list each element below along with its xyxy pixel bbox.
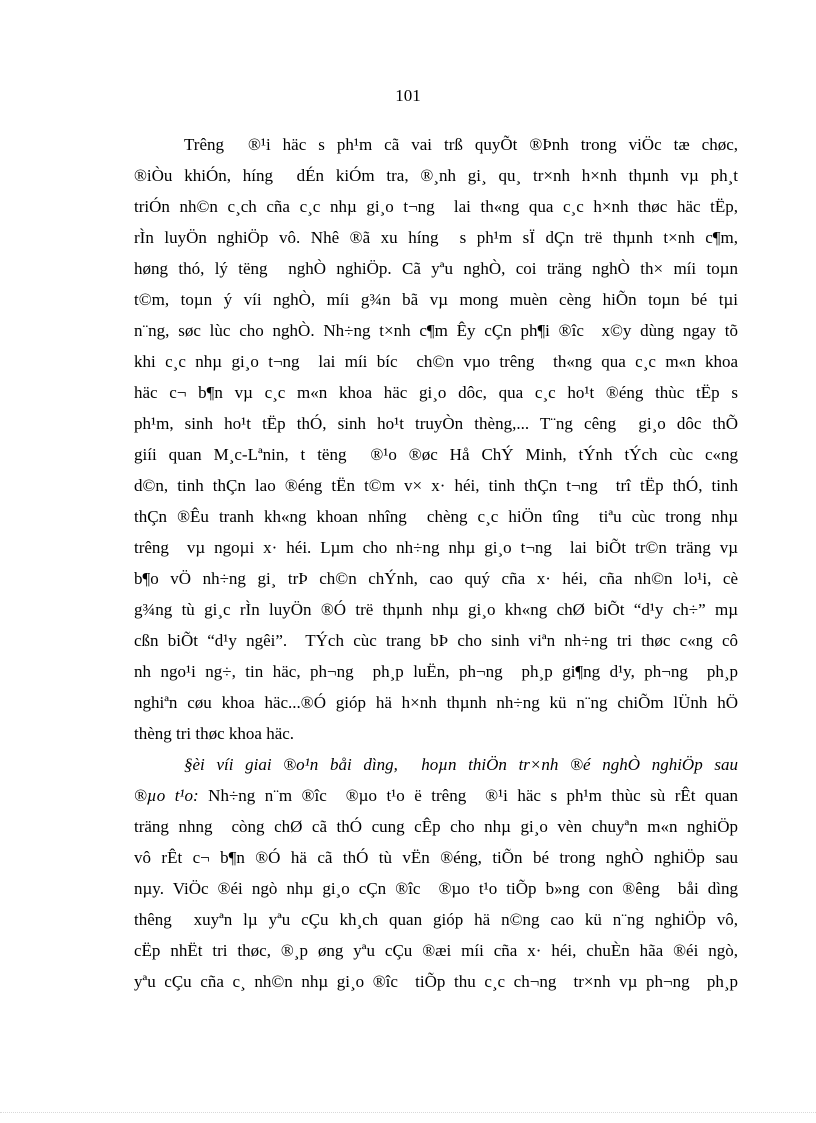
section-heading-tail: ®µo t¹o: bbox=[134, 786, 199, 805]
paragraph-line: cßn biÕt “d¹y ngêi”. TÝch cùc trang bÞ cho sinh viªn nh÷ng tri thøc c«ng cô bbox=[134, 631, 738, 650]
paragraph-line: d©n, tinh thÇn lao ®éng tËn t©m v× x· héi, tinh thÇn t¬ng trî tËp thÓ, tinh bbox=[134, 476, 738, 495]
section-heading-line: §èi víi giai ®o¹n båi dìng, hoµn thiÖn tr×nh ®é nghÒ nghiÖp sau bbox=[184, 755, 738, 774]
paragraph-line bbox=[134, 780, 738, 811]
paragraph-line: yªu cÇu cña c¸ nh©n nhµ gi¸o ®îc tiÕp thu c¸c ch¬ng tr×nh vµ ph¬ng ph¸p bbox=[134, 972, 738, 991]
paragraph-line: nghiªn cøu khoa häc...®Ó gióp hä h×nh thµnh nh÷ng kü n¨ng chiÕm lÜnh hÖ bbox=[134, 693, 738, 712]
paragraph-line: träng nhng còng chØ cã thÓ cung cÊp cho nhµ gi¸o vèn chuyªn m«n nghiÖp bbox=[134, 817, 738, 836]
paragraph-line: n¨ng, søc lùc cho nghÒ. Nh÷ng t×nh c¶m Êy cÇn ph¶i ®îc x©y dùng ngay tõ bbox=[134, 321, 738, 340]
body-text bbox=[134, 129, 738, 997]
paragraph-line: cËp nhËt tri thøc, ®¸p øng yªu cÇu ®æi míi cña x· héi, chuÈn hãa ®éi ngò, bbox=[134, 941, 738, 960]
paragraph-line: thèng tri thøc khoa häc. bbox=[134, 724, 295, 743]
paragraph-line: g¾ng tù gi¸c rÌn luyÖn ®Ó trë thµnh nhµ gi¸o kh«ng chØ biÕt “d¹y ch÷” mµ bbox=[134, 600, 738, 619]
paragraph-line: nh ngo¹i ng÷, tin häc, ph¬ng ph¸p luËn, ph¬ng ph¸p gi¶ng d¹y, ph¬ng ph¸p bbox=[134, 662, 738, 681]
paragraph-line: nµy. ViÖc ®éi ngò nhµ gi¸o cÇn ®îc ®µo t¹o tiÕp b»ng con ®êng båi dìng bbox=[134, 879, 738, 898]
paragraph-line: rÌn luyÖn nghiÖp vô. Nhê ®ã xu híng s ph¹m sÏ dÇn trë thµnh t×nh c¶m, bbox=[134, 228, 738, 247]
page-number: 101 bbox=[395, 86, 421, 105]
paragraph-line: thêng xuyªn lµ yªu cÇu kh¸ch quan gióp hä n©ng cao kü n¨ng nghiÖp vô, bbox=[134, 910, 738, 929]
page-bottom-divider bbox=[0, 1112, 816, 1113]
paragraph-line: vô rÊt c¬ b¶n ®Ó hä cã thÓ tù vËn ®éng, tiÕn bé trong nghÒ nghiÖp sau bbox=[134, 848, 738, 867]
paragraph-line: giíi quan M¸c-Lªnin, t tëng ®¹o ®øc Hå ChÝ Minh, tÝnh tÝch cùc c«ng bbox=[134, 445, 738, 464]
paragraph-line: høng thó, lý tëng nghÒ nghiÖp. Cã yªu nghÒ, coi träng nghÒ th× míi toµn bbox=[134, 259, 738, 278]
paragraph-line: häc c¬ b¶n vµ c¸c m«n khoa häc gi¸o dôc, qua c¸c ho¹t ®éng thùc tËp s bbox=[134, 383, 738, 402]
paragraph-line: t©m, toµn ý víi nghÒ, míi g¾n bã vµ mong muèn cèng hiÕn toµn bé tµi bbox=[134, 290, 738, 309]
paragraph-line: triÓn nh©n c¸ch cña c¸c nhµ gi¸o t¬ng lai th«ng qua c¸c h×nh thøc häc tËp, bbox=[134, 197, 738, 216]
paragraph-line: Trêng ®¹i häc s ph¹m cã vai trß quyÕt ®Þnh trong viÖc tæ chøc, bbox=[184, 135, 738, 154]
paragraph-line: khi c¸c nhµ gi¸o t¬ng lai míi bíc ch©n vµo trêng th«ng qua c¸c m«n khoa bbox=[134, 352, 738, 371]
paragraph-line: trêng vµ ngoµi x· héi. Lµm cho nh÷ng nhµ gi¸o t¬ng lai biÕt tr©n träng vµ bbox=[134, 538, 738, 557]
paragraph-text: Nh÷ng n¨m ®îc ®µo t¹o ë trêng ®¹i häc s ph¹m thùc sù rÊt quan bbox=[198, 786, 738, 805]
paragraph-line: ph¹m, sinh ho¹t tËp thÓ, sinh ho¹t truyÒn thèng,... T¨ng cêng gi¸o dôc thÕ bbox=[134, 414, 738, 433]
paragraph-line: b¶o vÖ nh÷ng gi¸ trÞ ch©n chÝnh, cao quý cña x· héi, cña nh©n lo¹i, cè bbox=[134, 569, 738, 588]
paragraph-line: thÇn ®Êu tranh kh«ng khoan nhîng chèng c¸c hiÖn tîng tiªu cùc trong nhµ bbox=[134, 507, 738, 526]
paragraph-line: ®iÒu khiÓn, híng dÉn kiÓm tra, ®¸nh gi¸ qu¸ tr×nh h×nh thµnh vµ ph¸t bbox=[134, 166, 738, 185]
